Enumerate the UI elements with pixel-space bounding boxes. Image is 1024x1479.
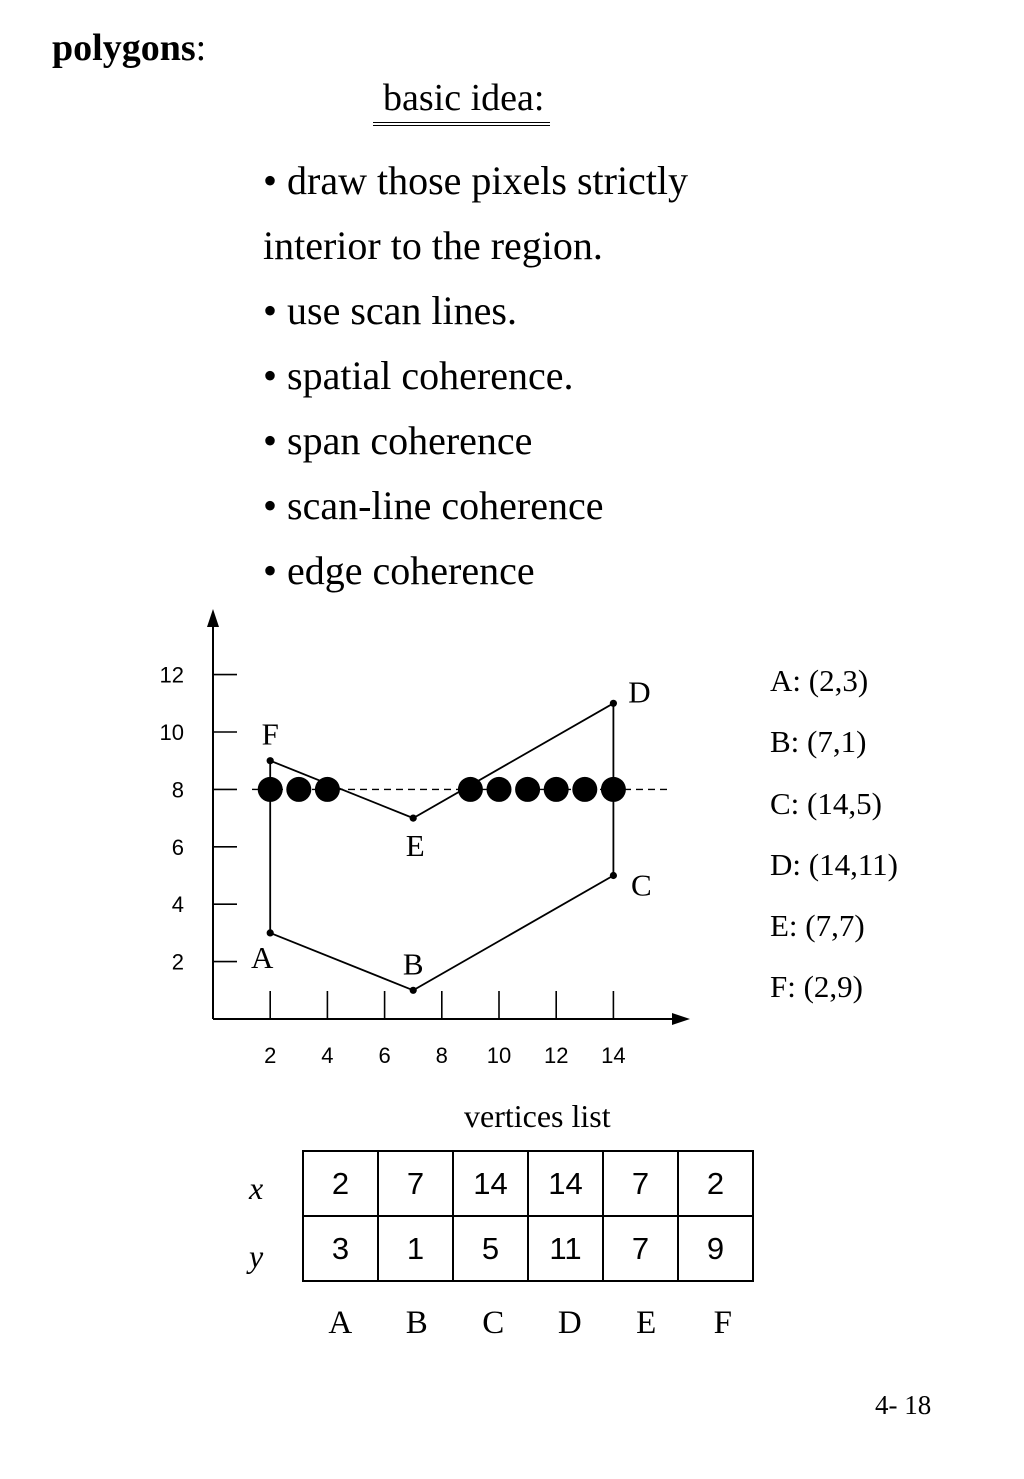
bullet-line: • edge coherence bbox=[263, 548, 535, 593]
table-cell: 9 bbox=[678, 1216, 753, 1281]
table-cell: 14 bbox=[528, 1151, 603, 1216]
vertex-label: F bbox=[261, 716, 279, 752]
title-colon: : bbox=[195, 27, 207, 69]
polygon-outline bbox=[270, 703, 613, 990]
bullet-line: • draw those pixels strictly bbox=[263, 158, 689, 203]
bullet-line: • scan-line coherence bbox=[263, 483, 604, 528]
coord-c: C: (14,5) bbox=[770, 785, 882, 821]
vertex-names-row bbox=[302, 1305, 761, 1342]
vertex-point bbox=[610, 872, 617, 879]
page-number: 4- 18 bbox=[875, 1390, 932, 1420]
filled-pixel bbox=[487, 777, 512, 802]
x-tick-label: 8 bbox=[435, 1043, 448, 1068]
filled-pixel bbox=[601, 777, 626, 802]
filled-pixel bbox=[458, 777, 483, 802]
filled-pixel bbox=[572, 777, 597, 802]
vertex-name: A bbox=[328, 1305, 353, 1341]
table-cell: 2 bbox=[678, 1151, 753, 1216]
table-cell: 11 bbox=[528, 1216, 603, 1281]
vertex-point bbox=[410, 987, 417, 994]
bullet-line: interior to the region. bbox=[263, 223, 603, 268]
filled-pixel bbox=[315, 777, 340, 802]
table-cell: 7 bbox=[603, 1216, 678, 1281]
table-cell: 1 bbox=[378, 1216, 453, 1281]
vertex-name: D bbox=[557, 1305, 582, 1341]
y-tick-label: 10 bbox=[159, 720, 184, 745]
y-tick-label: 6 bbox=[171, 834, 184, 860]
bullet-line: • span coherence bbox=[263, 418, 533, 463]
vertex-name: C bbox=[482, 1305, 505, 1341]
table-cell: 3 bbox=[303, 1216, 378, 1281]
y-axis-arrow bbox=[207, 609, 219, 627]
y-tick-label: 12 bbox=[159, 662, 184, 688]
table-cell: 2 bbox=[303, 1151, 378, 1216]
x-tick-label: 10 bbox=[486, 1043, 512, 1068]
vertex-label: B bbox=[402, 946, 424, 982]
filled-pixel bbox=[286, 777, 311, 802]
vertex-label: D bbox=[628, 674, 651, 710]
row-label-x: x bbox=[249, 1170, 264, 1206]
table-cell: 14 bbox=[453, 1151, 528, 1216]
coord-e: E: (7,7) bbox=[770, 908, 865, 944]
vertex-point bbox=[267, 929, 274, 936]
vertex-label: C bbox=[631, 867, 652, 903]
x-tick-label: 2 bbox=[264, 1043, 277, 1068]
vertex-name: F bbox=[713, 1305, 732, 1341]
vertex-point bbox=[410, 815, 417, 822]
y-tick-label: 8 bbox=[171, 777, 184, 803]
vertex-label: A bbox=[251, 939, 274, 975]
table-row-x bbox=[303, 1151, 753, 1216]
y-tick-label: 2 bbox=[171, 949, 184, 975]
x-axis-arrow bbox=[672, 1013, 690, 1025]
vertex-point bbox=[267, 757, 274, 764]
x-tick-label: 4 bbox=[321, 1043, 334, 1068]
vertices-table bbox=[302, 1150, 754, 1282]
coord-a: A: (2,3) bbox=[770, 663, 869, 698]
vertex-name: E bbox=[636, 1305, 657, 1341]
title-bold: polygons bbox=[52, 27, 196, 69]
table-cell: 7 bbox=[378, 1151, 453, 1216]
filled-pixel bbox=[544, 777, 569, 802]
y-tick-label: 4 bbox=[171, 892, 184, 918]
coord-d: D: (14,11) bbox=[770, 846, 898, 882]
table-row-y bbox=[303, 1216, 753, 1281]
x-tick-label: 12 bbox=[543, 1043, 569, 1068]
section-heading: basic idea: bbox=[373, 78, 550, 126]
filled-pixel bbox=[515, 777, 540, 802]
row-label-y: y bbox=[249, 1238, 264, 1274]
vertex-name: B bbox=[405, 1305, 428, 1341]
bullet-line: • spatial coherence. bbox=[263, 353, 574, 398]
table-cell: 7 bbox=[603, 1151, 678, 1216]
vertex-label: E bbox=[405, 828, 425, 864]
bullet-line: • use scan lines. bbox=[263, 288, 517, 333]
vertex-point bbox=[610, 700, 617, 707]
coord-b: B: (7,1) bbox=[770, 724, 867, 760]
table-cell: 5 bbox=[453, 1216, 528, 1281]
vertices-list-title: vertices list bbox=[464, 1098, 611, 1134]
x-tick-label: 6 bbox=[378, 1043, 391, 1068]
x-tick-label: 14 bbox=[601, 1043, 626, 1068]
vertex-coordinates bbox=[770, 650, 898, 1018]
filled-pixel bbox=[258, 777, 283, 802]
coord-f: F: (2,9) bbox=[770, 969, 863, 1005]
